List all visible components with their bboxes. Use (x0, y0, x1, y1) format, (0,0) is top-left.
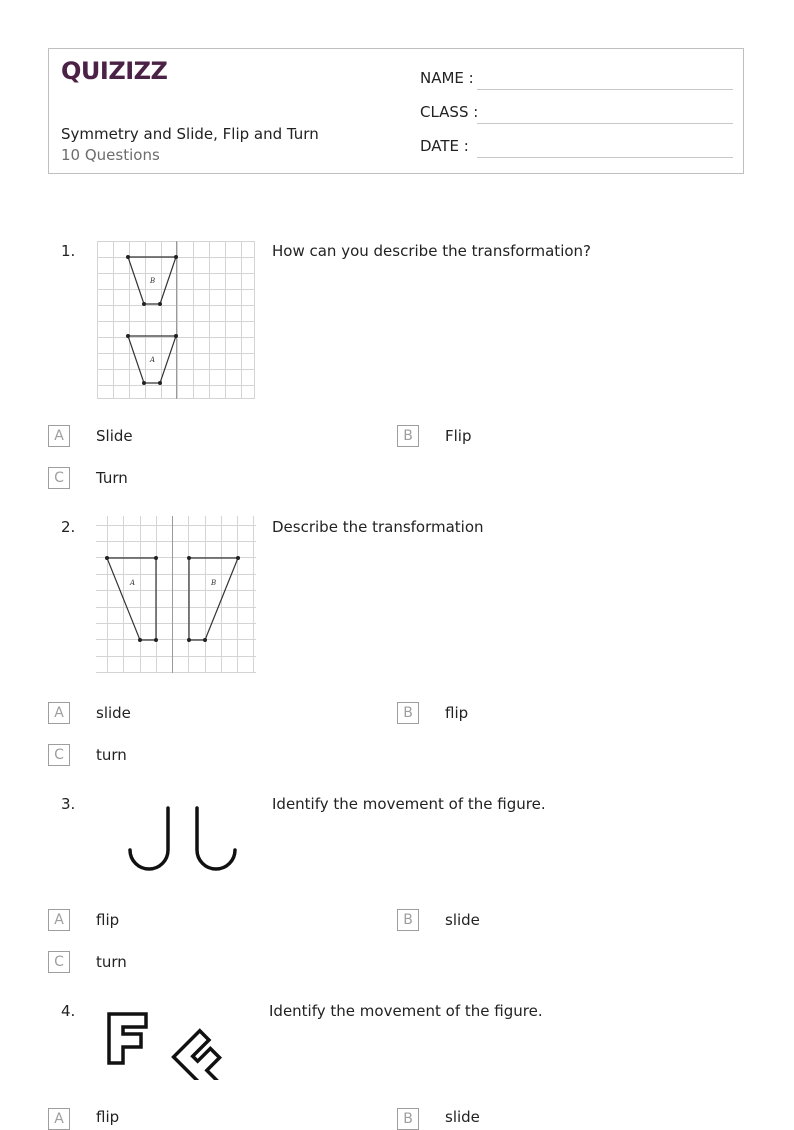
question-text: How can you describe the transformation? (272, 242, 592, 260)
question-text: Identify the movement of the figure. (272, 795, 546, 813)
option-c-box[interactable]: C (48, 951, 70, 973)
question-number: 1. (61, 242, 76, 260)
label-b: B (150, 277, 156, 285)
option-b-text[interactable]: slide (445, 911, 480, 929)
label-b: B (211, 579, 217, 587)
trapezoid-b (189, 558, 238, 640)
quizizz-logo: QUIZIZZ (61, 57, 168, 85)
trapezoid-a (107, 558, 156, 640)
class-field[interactable] (477, 123, 733, 124)
option-c-text[interactable]: turn (96, 953, 127, 971)
worksheet-title: Symmetry and Slide, Flip and Turn (61, 125, 319, 143)
q1-figure (97, 241, 255, 399)
question-number: 3. (61, 795, 76, 813)
option-c-box[interactable]: C (48, 744, 70, 766)
name-label: NAME : (420, 69, 474, 87)
class-label: CLASS : (420, 103, 479, 121)
option-c-text[interactable]: turn (96, 746, 127, 764)
q2-figure (96, 516, 256, 673)
option-a-box[interactable]: A (48, 1108, 70, 1130)
option-b-text[interactable]: Flip (445, 427, 472, 445)
label-a: A (150, 356, 156, 364)
option-a-box[interactable]: A (48, 909, 70, 931)
option-a-text[interactable]: Slide (96, 427, 133, 445)
grid (96, 516, 256, 673)
q3-figure (120, 802, 244, 876)
worksheet-header (48, 48, 744, 174)
option-b-box[interactable]: B (397, 702, 419, 724)
option-b-box[interactable]: B (397, 909, 419, 931)
option-b-box[interactable]: B (397, 1108, 419, 1130)
question-count: 10 Questions (61, 146, 160, 164)
option-a-box[interactable]: A (48, 702, 70, 724)
q4-figure (104, 1008, 240, 1080)
option-c-box[interactable]: C (48, 467, 70, 489)
label-a: A (130, 579, 136, 587)
name-field[interactable] (477, 89, 733, 90)
date-label: DATE : (420, 137, 469, 155)
option-a-text[interactable]: slide (96, 704, 131, 722)
j-shape (130, 808, 168, 869)
option-b-box[interactable]: B (397, 425, 419, 447)
question-text: Identify the movement of the figure. (269, 1002, 543, 1020)
option-a-text[interactable]: flip (96, 911, 120, 929)
option-b-text[interactable]: flip (445, 704, 469, 722)
question-text: Describe the transformation (272, 518, 484, 536)
option-a-text[interactable]: flip (96, 1108, 120, 1126)
question-number: 4. (61, 1002, 76, 1020)
j-shape-flipped (197, 808, 235, 869)
question-number: 2. (61, 518, 76, 536)
f-shape-turned (174, 1031, 235, 1080)
option-b-text[interactable]: slide (445, 1108, 480, 1126)
f-shape (109, 1014, 146, 1063)
option-c-text[interactable]: Turn (96, 469, 128, 487)
option-a-box[interactable]: A (48, 425, 70, 447)
date-field[interactable] (477, 157, 733, 158)
